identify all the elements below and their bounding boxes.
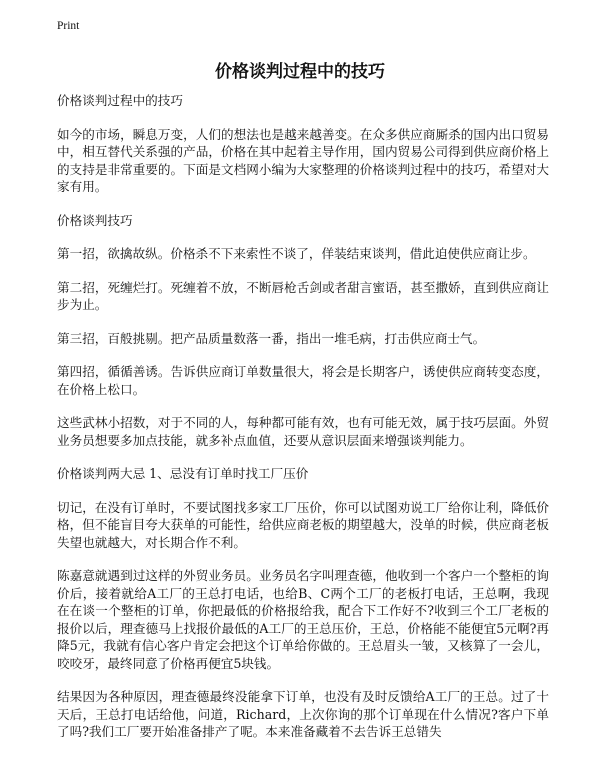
tip-paragraph: 第二招，死缠烂打。死缠着不放，不断唇枪舌剑或者甜言蜜语，甚至撒娇，直到供应商让步为止。	[57, 279, 549, 312]
tip-paragraph: 第三招，百般挑剔。把产品质量数落一番，指出一堆毛病，打击供应商士气。	[57, 330, 486, 346]
intro-paragraph: 如今的市场，瞬息万变，人们的想法也是越来越善变。在众多供应商厮杀的国内出口贸易中，相互替代关系强的产品，价格在其中起着主导作用，国内贸易公司得到供应商价格上的支持是非常重要的。下面是文档网小编为大家整理的价格谈判过程中的技巧，希望对大家有用。	[57, 126, 549, 194]
section-heading: 价格谈判两大忌 1、忌没有订单时找工厂压价	[57, 466, 309, 481]
page-title: 价格谈判过程中的技巧	[215, 62, 385, 82]
section-heading: 价格谈判过程中的技巧	[57, 93, 183, 108]
section-heading: 价格谈判技巧	[57, 212, 133, 228]
story-paragraph: 结果因为各种原因，理查德最终没能拿下订单，也没有及时反馈给A工厂的王总。过了十天后，王总打电话给他，问道，Richard，上次你询的那个订单现在什么情况?客户下单了吗?我们工厂要开始准备排产了呢。本来准备藏着不去告诉王总错失	[57, 689, 549, 739]
article-body	[57, 92, 549, 757]
tip-paragraph: 第四招，循循善诱。告诉供应商订单数量很大，将会是长期客户，诱使供应商转变态度，在价格上松口。	[57, 364, 549, 397]
summary-paragraph: 这些武林小招数，对于不同的人，每种都可能有效，也有可能无效，属于技巧层面。外贸业务员想要多加点技能，就多补点血值，还要从意识层面来增强谈判能力。	[57, 415, 549, 448]
tip-paragraph: 第一招，欲擒故纵。价格杀不下来索性不谈了，佯装结束谈判，借此迫使供应商让步。	[57, 246, 536, 261]
advice-paragraph: 切记，在没有订单时，不要试图找多家工厂压价，你可以试图劝说工厂给你让利，降低价格，但不能盲目夸大获单的可能性，给供应商老板的期望越大，没单的时候，供应商老板失望也就越大，对长期合作不利。	[57, 499, 549, 550]
story-paragraph: 陈嘉意就遇到过这样的外贸业务员。业务员名字叫理查德，他收到一个客户一个整柜的询价后，接着就给A工厂的王总打电话，也给B、C两个工厂的老板打电话，王总啊，我现在在谈一个整柜的订单，你把最低的价格报给我，配合下工作好不?收到三个工厂老板的报价以后，理查德马上找报价最低的A工厂的王总压价，王总，价格能不能便宜5元啊?再降5元，我就有信心客户肯定会把这个订单给你做的。王总眉头一皱，又核算了一会儿，咬咬牙，最终同意了价格再便宜5块钱。	[57, 568, 549, 671]
print-link[interactable]: Print	[57, 20, 80, 32]
